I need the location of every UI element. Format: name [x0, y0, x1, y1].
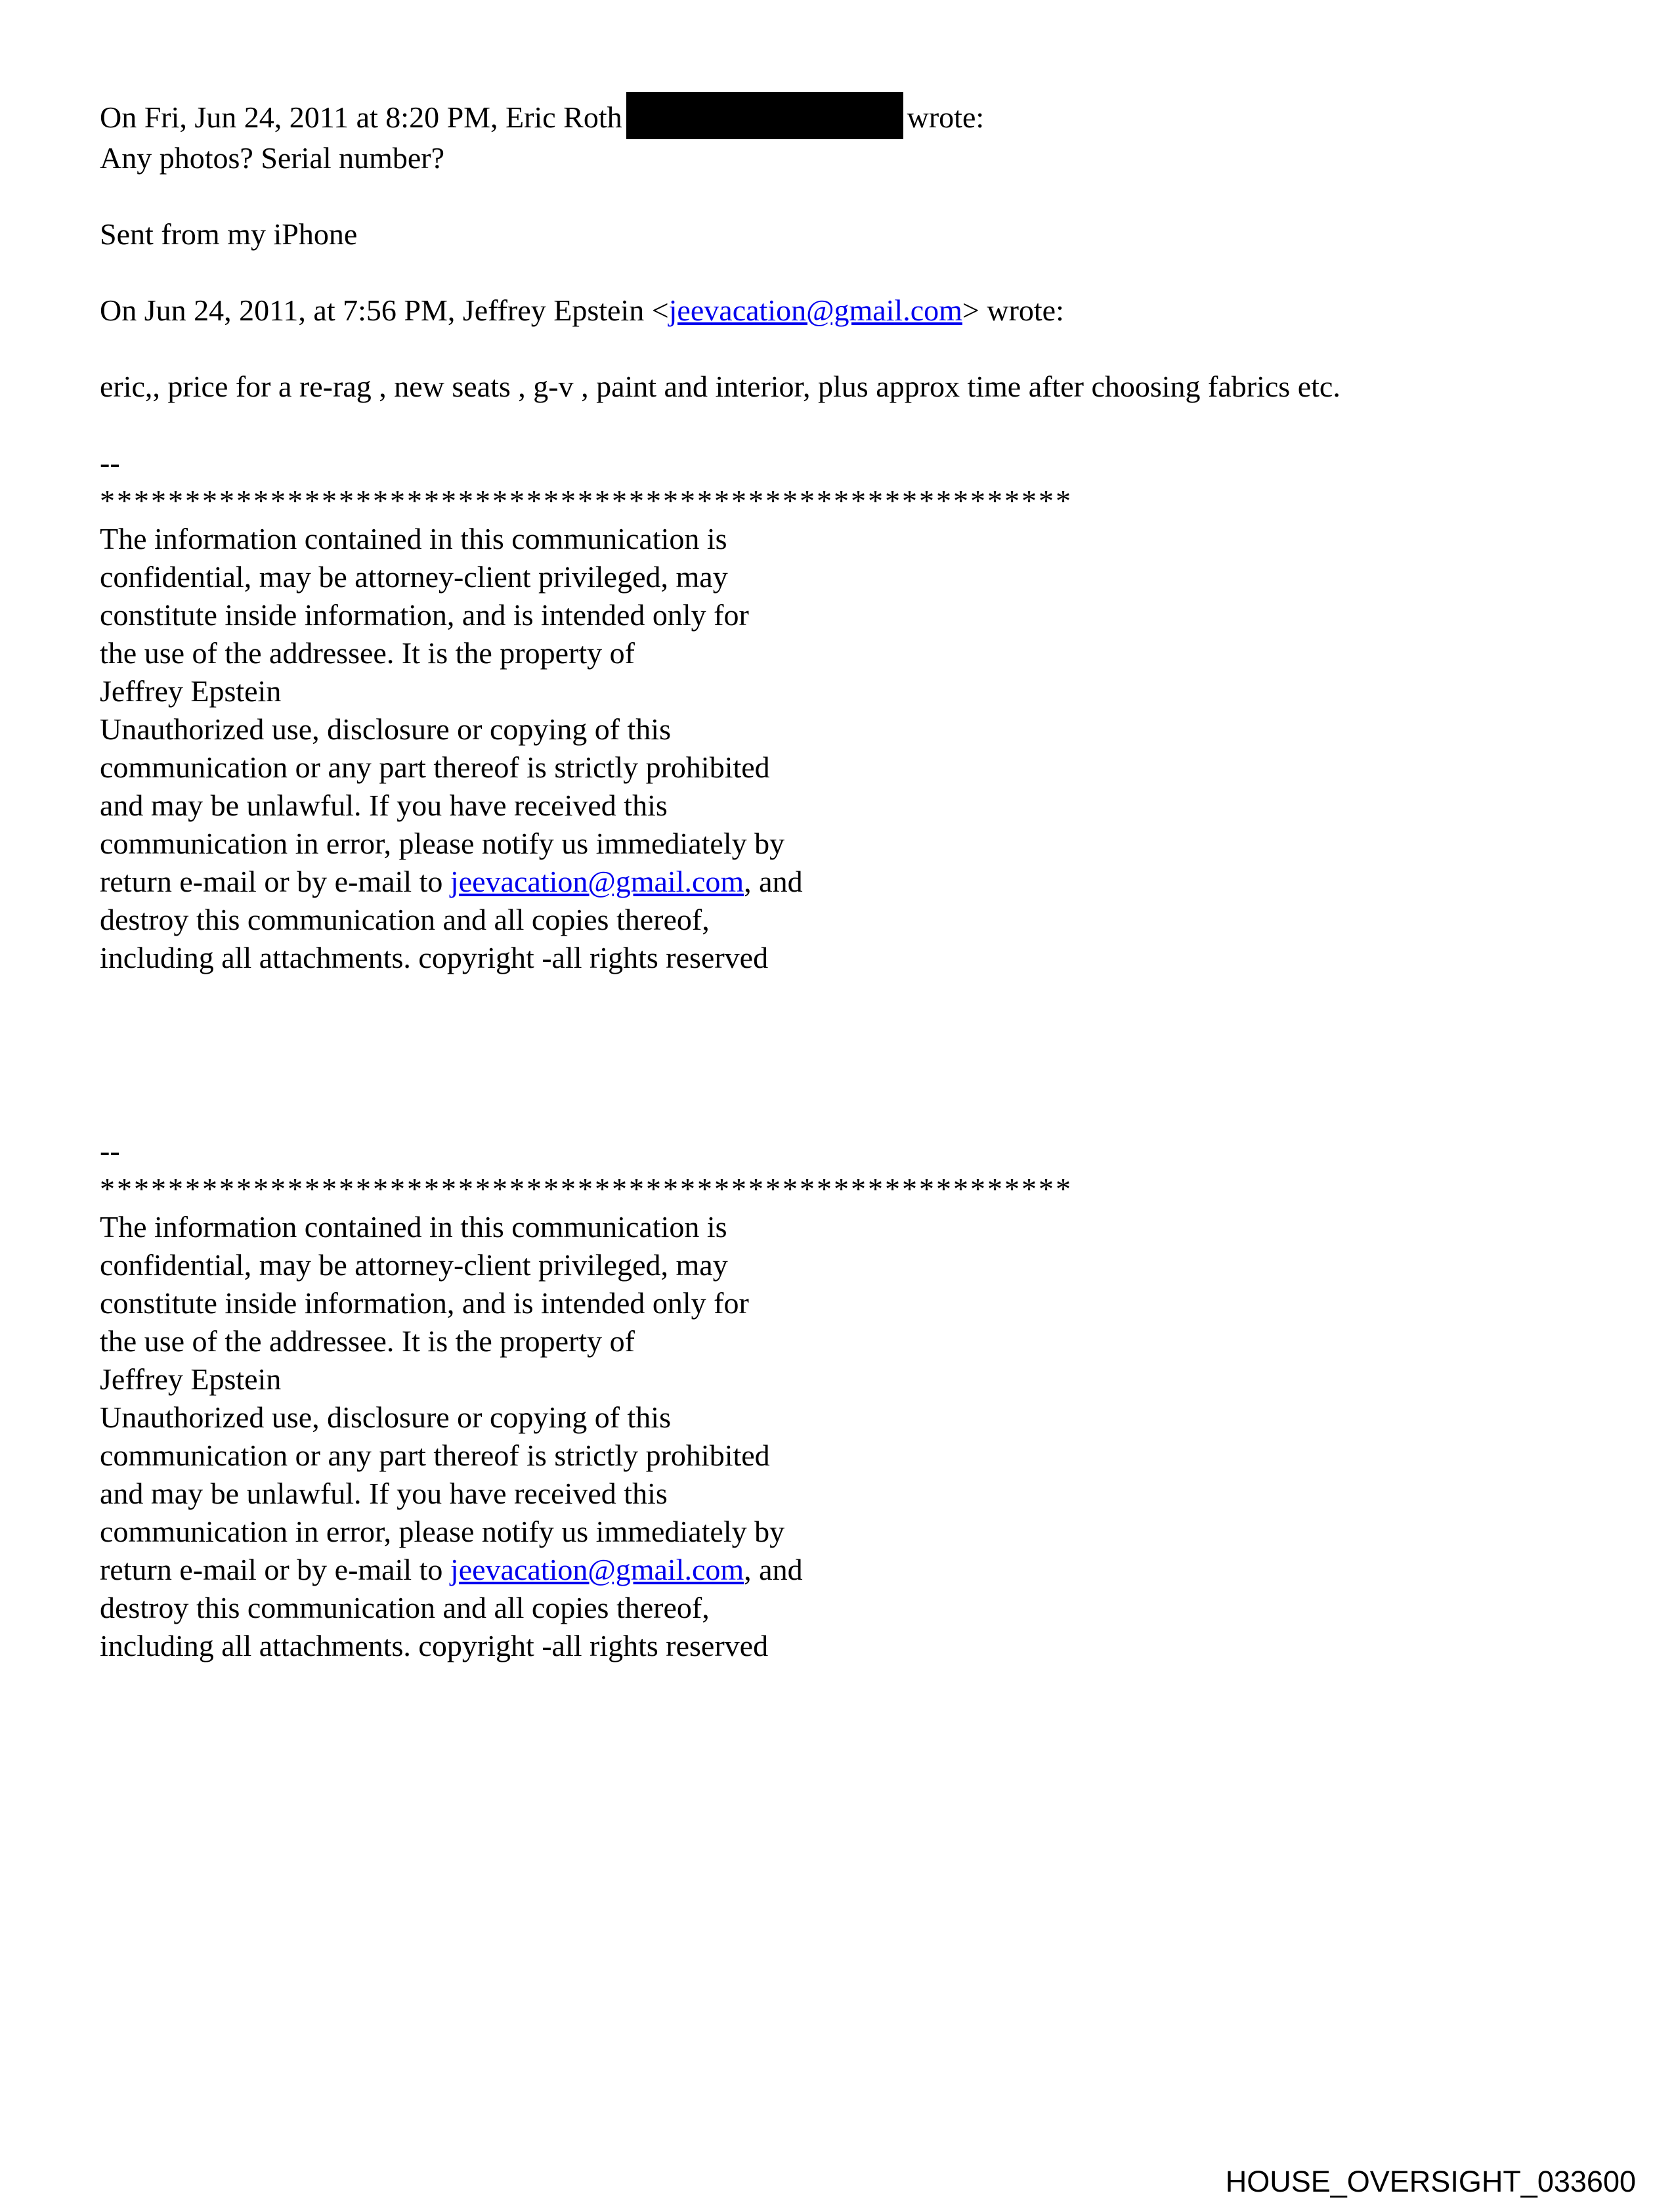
sent-from-line	[100, 215, 1341, 253]
disclaimer-line: The information contained in this communication is	[100, 1210, 727, 1244]
reply-header	[100, 92, 1341, 177]
disclaimer-line: confidential, may be attorney-client privileged, may	[100, 1248, 728, 1282]
disclaimer-link-prefix: return e-mail or by e-mail to	[100, 1553, 450, 1586]
signature-asterisk-rule: *********************************************************	[100, 484, 1073, 517]
quoted-header-prefix: On Jun 24, 2011, at 7:56 PM, Jeffrey Epstein <	[100, 293, 669, 327]
reply-header-suffix: wrote:	[907, 100, 985, 134]
disclaimer-line: and may be unlawful. If you have received this	[100, 1477, 668, 1510]
message-body	[100, 368, 1341, 406]
disclaimer-line: communication in error, please notify us immediately by	[100, 827, 785, 860]
disclaimer-line: including all attachments. copyright -all rights reserved	[100, 1629, 769, 1662]
quoted-header-email-link[interactable]: jeevacation@gmail.com	[668, 293, 962, 327]
signature-dashes: --	[100, 1134, 120, 1167]
disclaimer-line: communication or any part thereof is strictly prohibited	[100, 750, 770, 784]
disclaimer-line: Jeffrey Epstein	[100, 1362, 282, 1396]
disclaimer-line: and may be unlawful. If you have received this	[100, 789, 668, 822]
disclaimer-email-link[interactable]: jeevacation@gmail.com	[450, 1553, 744, 1586]
disclaimer-line: Jeffrey Epstein	[100, 674, 282, 708]
disclaimer-line: constitute inside information, and is intended only for	[100, 598, 749, 632]
disclaimer-line: The information contained in this communication is	[100, 522, 727, 555]
disclaimer-line: Unauthorized use, disclosure or copying of this	[100, 712, 671, 746]
quoted-header	[100, 292, 1341, 330]
reply-header-line1	[100, 92, 1341, 139]
reply-question: Any photos? Serial number?	[100, 141, 445, 175]
disclaimer-line: the use of the addressee. It is the property of	[100, 1324, 635, 1358]
signature-dashes: --	[100, 446, 120, 479]
disclaimer-link-prefix: return e-mail or by e-mail to	[100, 865, 450, 898]
reply-header-prefix: On Fri, Jun 24, 2011 at 8:20 PM, Eric Roth	[100, 100, 622, 134]
bates-stamp: HOUSE_OVERSIGHT_033600	[1225, 2165, 1636, 2198]
message-body-text: eric,, price for a re-rag , new seats , g-v , paint and interior, plus approx time after choosing fabrics etc.	[100, 370, 1341, 403]
disclaimer-email-link[interactable]: jeevacation@gmail.com	[450, 865, 744, 898]
sent-from-text: Sent from my iPhone	[100, 217, 358, 251]
disclaimer-link-line	[100, 1551, 1341, 1589]
signature-asterisk-rule: *********************************************************	[100, 1172, 1073, 1205]
disclaimer-link-line	[100, 863, 1341, 901]
redaction-bar	[626, 92, 903, 139]
disclaimer-line: the use of the addressee. It is the property of	[100, 636, 635, 670]
disclaimer-link-suffix: , and	[744, 865, 803, 898]
signature-block-1	[100, 444, 1341, 977]
disclaimer-line: destroy this communication and all copies thereof,	[100, 1591, 710, 1624]
signature-block-2	[100, 1132, 1341, 1665]
disclaimer-line: confidential, may be attorney-client privileged, may	[100, 560, 728, 594]
disclaimer-line: communication or any part thereof is strictly prohibited	[100, 1439, 770, 1472]
quoted-header-suffix: > wrote:	[962, 293, 1064, 327]
email-body	[100, 92, 1341, 1665]
disclaimer-line: communication in error, please notify us immediately by	[100, 1515, 785, 1548]
disclaimer-link-suffix: , and	[744, 1553, 803, 1586]
disclaimer-line: destroy this communication and all copies thereof,	[100, 903, 710, 936]
disclaimer-line: Unauthorized use, disclosure or copying of this	[100, 1400, 671, 1434]
disclaimer-line: constitute inside information, and is intended only for	[100, 1286, 749, 1320]
disclaimer-line: including all attachments. copyright -all rights reserved	[100, 941, 769, 974]
